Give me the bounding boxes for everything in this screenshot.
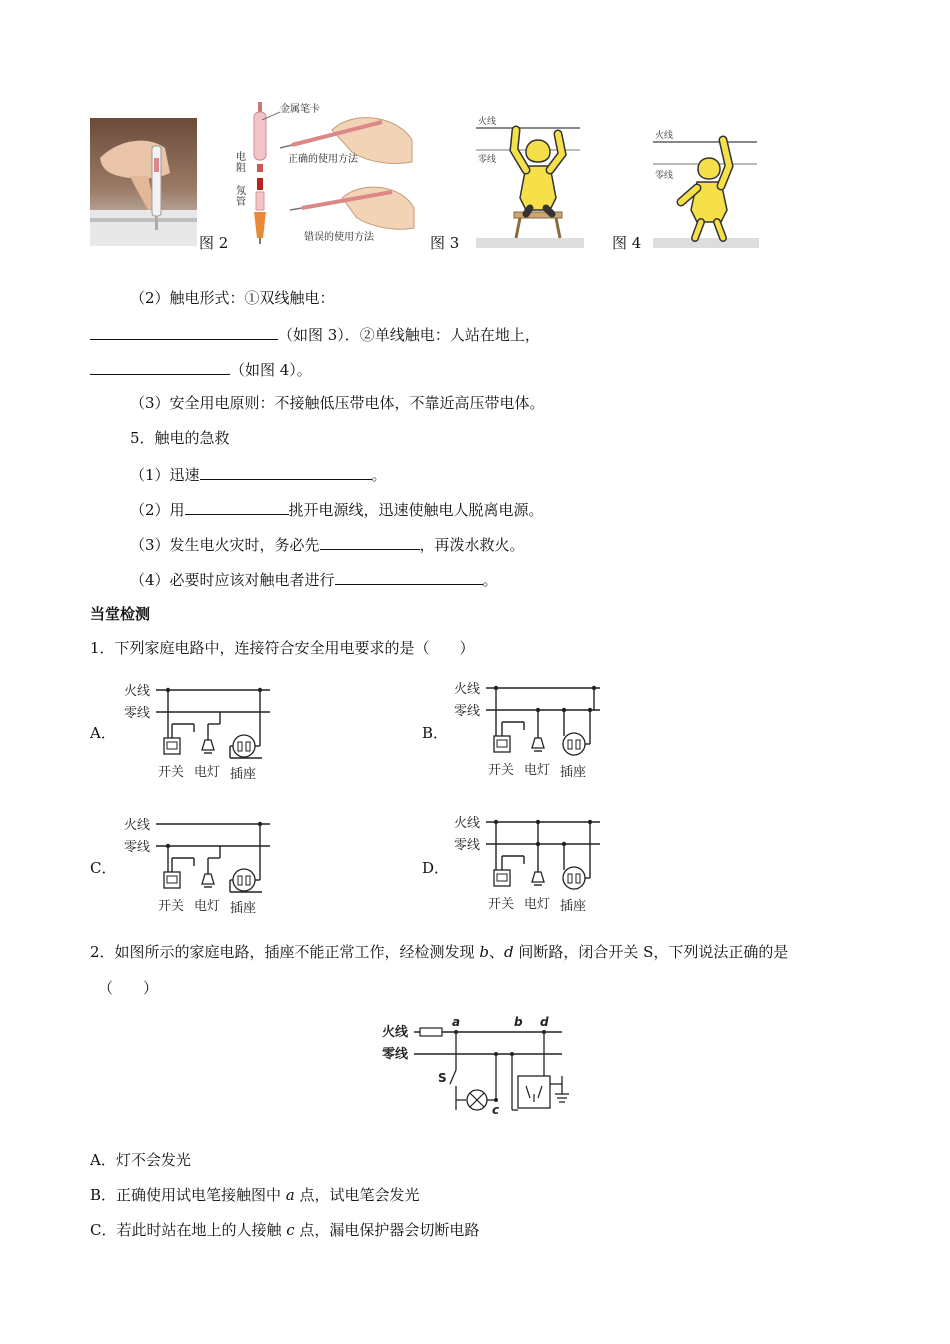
switch-label: 开关 (488, 897, 515, 912)
q2-point-d: d (540, 1015, 549, 1029)
label-correct-method: 正确的使用方法 (288, 154, 358, 165)
q2-option-c[interactable]: C．若此时站在地上的人接触 c 点，漏电保护器会切断电路 (90, 1221, 480, 1239)
q1-option-a-label[interactable]: A． (90, 724, 116, 742)
q1-circuit-b (450, 676, 610, 780)
q2-option-b[interactable]: B．正确使用试电笔接触图中 a 点，试电笔会发光 (90, 1186, 420, 1204)
fig3-neutral-label: 零线 (478, 155, 497, 165)
fig4-live-label: 火线 (655, 131, 674, 141)
junction-dot (494, 686, 498, 690)
socket-pin (238, 742, 242, 751)
socket-label: 插座 (560, 765, 587, 780)
socket-pin (238, 876, 242, 885)
switch-icon (494, 870, 510, 886)
socket-icon (518, 1076, 550, 1108)
socket-label: 插座 (230, 767, 257, 782)
neutral-wire-label: 零线 (454, 838, 481, 853)
socket-pin (576, 740, 580, 749)
junction-dot (588, 708, 592, 712)
socket-pin (568, 740, 572, 749)
answer-blank[interactable] (90, 323, 278, 340)
socket-label: 插座 (560, 899, 587, 914)
switch-label: 开关 (158, 899, 185, 914)
live-wire-label: 火线 (454, 816, 481, 831)
socket-icon (563, 867, 585, 889)
q2-option-a[interactable]: A．灯不会发光 (90, 1151, 191, 1169)
q2-circuit-diagram (378, 1014, 574, 1118)
shock-forms-line3: （如图 4）。 (90, 358, 312, 380)
live-wire-label: 火线 (124, 684, 151, 699)
socket-icon (233, 869, 255, 891)
junction-dot (592, 686, 596, 690)
q1-option-d-label[interactable]: D． (422, 859, 450, 877)
neutral-wire-label: 零线 (454, 704, 481, 719)
q1-circuit-d (450, 810, 610, 914)
lamp-icon (202, 874, 214, 884)
neutral-wire-label: 零线 (124, 840, 151, 855)
label-resistor: 电阻 (236, 152, 246, 174)
q2-neutral-label: 零线 (382, 1047, 409, 1062)
junction-dot (258, 822, 262, 826)
q2-live-label: 火线 (382, 1025, 409, 1040)
socket-icon (563, 733, 585, 755)
lamp-icon (202, 740, 214, 750)
junction-dot (166, 844, 170, 848)
switch-icon (164, 872, 180, 888)
switch-icon (494, 736, 510, 752)
fig3-live-label: 火线 (478, 117, 497, 127)
figure-2-caption: 图 2 (199, 234, 229, 252)
q2-switch-label: S (438, 1071, 447, 1085)
fuse (420, 1028, 442, 1036)
tester-pen-diagram (232, 100, 422, 246)
socket-pin (576, 874, 580, 883)
label-wrong-method: 错误的使用方法 (304, 232, 374, 243)
lamp-icon (532, 738, 544, 748)
quiz-heading: 当堂检测 (90, 605, 151, 623)
lamp-label: 电灯 (524, 763, 551, 778)
q1-option-b-label[interactable]: B． (422, 724, 449, 742)
lamp-label: 电灯 (194, 765, 221, 780)
lamp-label: 电灯 (524, 897, 551, 912)
figure-3-caption: 图 3 (430, 234, 460, 252)
socket-icon (233, 735, 255, 757)
figure-3-illustration (476, 110, 584, 248)
first-aid-item3: （3）发生电火灾时，务必先 ，再泼水救火。 (130, 533, 525, 555)
answer-blank[interactable] (185, 498, 289, 515)
answer-blank[interactable] (90, 358, 230, 375)
junction-dot (536, 708, 540, 712)
first-aid-item4: （4）必要时应该对触电者进行 。 (130, 568, 498, 590)
question-2-stem-line2: （ ） (98, 979, 159, 997)
q2-point-b: b (514, 1015, 523, 1029)
figure-4-caption: 图 4 (612, 234, 642, 252)
junction-dot (166, 688, 170, 692)
q1-option-c-label[interactable]: C． (90, 859, 117, 877)
junction-dot (536, 820, 540, 824)
junction-dot (588, 820, 592, 824)
shock-forms-line2: （如图 3）．②单线触电：人站在地上， (90, 323, 540, 345)
first-aid-item1: （1）迅速 。 (130, 463, 387, 485)
answer-blank[interactable] (335, 568, 483, 585)
safety-principle: （3）安全用电原则：不接触低压带电体，不靠近高压带电体。 (130, 394, 545, 412)
junction-dot (258, 688, 262, 692)
junction-dot (494, 820, 498, 824)
switch-label: 开关 (158, 765, 185, 780)
question-1-stem: 1．下列家庭电路中，连接符合安全用电要求的是（ ） (90, 639, 475, 657)
junction-dot (562, 842, 566, 846)
label-neon-tube: 氖管 (236, 186, 246, 208)
first-aid-heading: 5．触电的急救 (130, 429, 230, 447)
label-metal-tip: 金属笔卡 (280, 104, 320, 115)
live-wire-label: 火线 (124, 818, 151, 833)
socket-label: 插座 (230, 901, 257, 916)
tester-photo (90, 118, 197, 246)
first-aid-item2: （2）用 挑开电源线，迅速使触电人脱离电源。 (130, 498, 544, 520)
q2-point-c: c (492, 1103, 500, 1117)
lamp-label: 电灯 (194, 899, 221, 914)
shock-forms-line1: （2）触电形式：①双线触电： (130, 289, 335, 307)
q1-circuit-c (120, 812, 280, 916)
socket-pin (246, 876, 250, 885)
lamp-icon (532, 872, 544, 882)
live-wire-label: 火线 (454, 682, 481, 697)
answer-blank[interactable] (200, 463, 372, 480)
answer-blank[interactable] (320, 533, 420, 550)
question-2-stem: 2．如图所示的家庭电路，插座不能正常工作，经检测发现 b、d 间断路，闭合开关 S，下列说法正确的是 (90, 943, 789, 961)
ground-icon (555, 1094, 569, 1102)
neutral-wire-label: 零线 (124, 706, 151, 721)
switch-label: 开关 (488, 763, 515, 778)
q1-circuit-a (120, 678, 280, 782)
switch-icon (164, 738, 180, 754)
fig4-neutral-label: 零线 (655, 171, 674, 181)
figure-4-illustration (653, 126, 759, 248)
q2-point-a: a (452, 1015, 461, 1029)
socket-pin (568, 874, 572, 883)
junction-dot (562, 708, 566, 712)
socket-pin (246, 742, 250, 751)
